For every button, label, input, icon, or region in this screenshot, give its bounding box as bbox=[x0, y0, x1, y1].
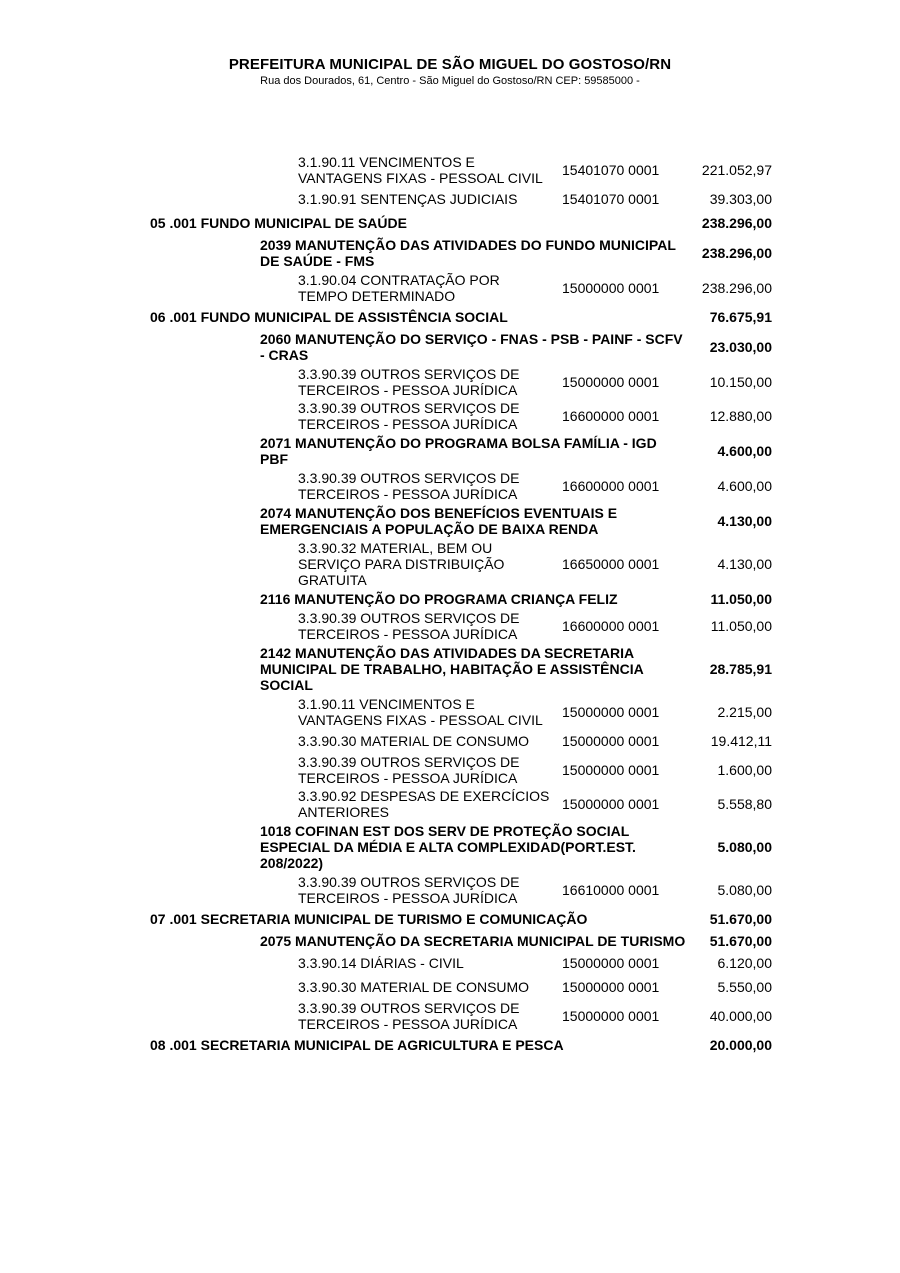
source-code: 15000000 0001 bbox=[562, 762, 660, 778]
project-title: 2116 MANUTENÇÃO DO PROGRAMA CRIANÇA FELIZ bbox=[260, 591, 618, 607]
amount-value: 5.558,80 bbox=[717, 796, 772, 812]
expense-row bbox=[148, 271, 774, 305]
amount-value: 238.296,00 bbox=[701, 215, 772, 231]
project-title: 1018 COFINAN EST DOS SERV DE PROTEÇÃO SOCIAL ESPECIAL DA MÉDIA E ALTA COMPLEXIDAD(PORT.EST. 208/2022) bbox=[260, 823, 636, 871]
source-code: 16600000 0001 bbox=[562, 408, 660, 424]
expense-row bbox=[148, 365, 774, 399]
budget-table bbox=[148, 153, 774, 1057]
expense-row bbox=[148, 787, 774, 821]
source-code: 16610000 0001 bbox=[562, 882, 660, 898]
amount-value: 221.052,97 bbox=[701, 162, 772, 178]
project-row bbox=[148, 329, 774, 365]
expense-row bbox=[148, 873, 774, 907]
source-code: 16650000 0001 bbox=[562, 556, 660, 572]
amount-value: 11.050,00 bbox=[710, 618, 772, 634]
amount-value: 1.600,00 bbox=[717, 762, 772, 778]
source-code: 15000000 0001 bbox=[562, 955, 660, 971]
expense-row bbox=[148, 999, 774, 1033]
amount-value: 19.412,11 bbox=[710, 733, 772, 749]
expense-row bbox=[148, 469, 774, 503]
source-code: 15000000 0001 bbox=[562, 1008, 660, 1024]
amount-value: 238.296,00 bbox=[701, 245, 772, 261]
source-code: 15401070 0001 bbox=[562, 191, 660, 207]
source-code: 15000000 0001 bbox=[562, 796, 660, 812]
amount-value: 76.675,91 bbox=[709, 309, 772, 325]
expense-description: 3.3.90.39 OUTROS SERVIÇOS DE TERCEIROS - PESSOA JURÍDICA bbox=[298, 366, 520, 398]
project-row bbox=[148, 643, 774, 695]
source-code: 15000000 0001 bbox=[562, 704, 660, 720]
unit-row bbox=[148, 305, 774, 329]
amount-value: 5.080,00 bbox=[717, 839, 772, 855]
expense-description: 3.3.90.30 MATERIAL DE CONSUMO bbox=[298, 979, 530, 995]
amount-value: 39.303,00 bbox=[709, 191, 772, 207]
expense-description: 3.1.90.11 VENCIMENTOS E VANTAGENS FIXAS - PESSOAL CIVIL bbox=[298, 154, 543, 186]
expense-description: 3.3.90.39 OUTROS SERVIÇOS DE TERCEIROS - PESSOA JURÍDICA bbox=[298, 400, 520, 432]
amount-value: 51.670,00 bbox=[709, 911, 772, 927]
project-title: 2071 MANUTENÇÃO DO PROGRAMA BOLSA FAMÍLIA - IGD PBF bbox=[260, 435, 657, 467]
expense-description: 3.3.90.14 DIÁRIAS - CIVIL bbox=[298, 955, 464, 971]
expense-description: 3.1.90.11 VENCIMENTOS E VANTAGENS FIXAS - PESSOAL CIVIL bbox=[298, 696, 543, 728]
project-row bbox=[148, 235, 774, 271]
expense-row bbox=[148, 951, 774, 975]
amount-value: 23.030,00 bbox=[709, 339, 772, 355]
unit-title: 07 .001 SECRETARIA MUNICIPAL DE TURISMO E COMUNICAÇÃO bbox=[150, 911, 588, 927]
expense-description: 3.3.90.39 OUTROS SERVIÇOS DE TERCEIROS - PESSOA JURÍDICA bbox=[298, 610, 520, 642]
expense-description: 3.1.90.04 CONTRATAÇÃO POR TEMPO DETERMINADO bbox=[298, 272, 500, 304]
amount-value: 40.000,00 bbox=[709, 1008, 772, 1024]
unit-row bbox=[148, 211, 774, 235]
project-row bbox=[148, 503, 774, 539]
expense-row bbox=[148, 729, 774, 753]
source-code: 16600000 0001 bbox=[562, 478, 660, 494]
source-code: 16600000 0001 bbox=[562, 618, 660, 634]
project-title: 2060 MANUTENÇÃO DO SERVIÇO - FNAS - PSB - PAINF - SCFV - CRAS bbox=[260, 331, 683, 363]
project-row bbox=[148, 589, 774, 609]
address-line: Rua dos Dourados, 61, Centro - São Miguel do Gostoso/RN CEP: 59585000 - bbox=[260, 75, 640, 87]
project-title: 2074 MANUTENÇÃO DOS BENEFÍCIOS EVENTUAIS E EMERGENCIAIS A POPULAÇÃO DE BAIXA RENDA bbox=[260, 505, 618, 537]
expense-description: 3.3.90.39 OUTROS SERVIÇOS DE TERCEIROS - PESSOA JURÍDICA bbox=[298, 874, 520, 906]
amount-value: 238.296,00 bbox=[701, 280, 772, 296]
page-title: PREFEITURA MUNICIPAL DE SÃO MIGUEL DO GOSTOSO/RN bbox=[228, 56, 672, 73]
amount-value: 11.050,00 bbox=[710, 591, 772, 607]
project-row bbox=[148, 931, 774, 951]
expense-row bbox=[148, 153, 774, 187]
amount-value: 5.080,00 bbox=[717, 882, 772, 898]
expense-row bbox=[148, 399, 774, 433]
amount-value: 12.880,00 bbox=[709, 408, 772, 424]
amount-value: 4.600,00 bbox=[717, 443, 772, 459]
expense-row bbox=[148, 609, 774, 643]
project-title: 2075 MANUTENÇÃO DA SECRETARIA MUNICIPAL DE TURISMO bbox=[260, 933, 686, 949]
amount-value: 6.120,00 bbox=[717, 955, 772, 971]
unit-row bbox=[148, 1033, 774, 1057]
amount-value: 4.130,00 bbox=[717, 513, 772, 529]
expense-description: 3.3.90.39 OUTROS SERVIÇOS DE TERCEIROS - PESSOA JURÍDICA bbox=[298, 754, 520, 786]
source-code: 15401070 0001 bbox=[562, 162, 660, 178]
expense-description: 3.3.90.30 MATERIAL DE CONSUMO bbox=[298, 733, 530, 749]
unit-row bbox=[148, 907, 774, 931]
source-code: 15000000 0001 bbox=[562, 280, 660, 296]
amount-value: 20.000,00 bbox=[709, 1037, 772, 1053]
amount-value: 2.215,00 bbox=[717, 704, 772, 720]
expense-row bbox=[148, 539, 774, 589]
expense-description: 3.3.90.92 DESPESAS DE EXERCÍCIOS ANTERIORES bbox=[298, 788, 550, 820]
expense-description: 3.3.90.39 OUTROS SERVIÇOS DE TERCEIROS - PESSOA JURÍDICA bbox=[298, 1000, 520, 1032]
expense-row bbox=[148, 753, 774, 787]
unit-title: 05 .001 FUNDO MUNICIPAL DE SAÚDE bbox=[150, 215, 407, 231]
amount-value: 28.785,91 bbox=[709, 661, 772, 677]
amount-value: 10.150,00 bbox=[709, 374, 772, 390]
amount-value: 4.130,00 bbox=[717, 556, 772, 572]
project-row bbox=[148, 433, 774, 469]
amount-value: 51.670,00 bbox=[709, 933, 772, 949]
source-code: 15000000 0001 bbox=[562, 979, 660, 995]
expense-row bbox=[148, 975, 774, 999]
project-title: 2142 MANUTENÇÃO DAS ATIVIDADES DA SECRETARIA MUNICIPAL DE TRABALHO, HABITAÇÃO E ASSISTÊNCIA SOCIAL bbox=[260, 645, 644, 693]
source-code: 15000000 0001 bbox=[562, 374, 660, 390]
unit-title: 06 .001 FUNDO MUNICIPAL DE ASSISTÊNCIA SOCIAL bbox=[150, 309, 508, 325]
expense-description: 3.1.90.91 SENTENÇAS JUDICIAIS bbox=[298, 191, 518, 207]
expense-row bbox=[148, 187, 774, 211]
project-row bbox=[148, 821, 774, 873]
source-code: 15000000 0001 bbox=[562, 733, 660, 749]
unit-title: 08 .001 SECRETARIA MUNICIPAL DE AGRICULTURA E PESCA bbox=[150, 1037, 564, 1053]
expense-description: 3.3.90.32 MATERIAL, BEM OU SERVIÇO PARA DISTRIBUIÇÃO GRATUITA bbox=[298, 540, 505, 588]
expense-description: 3.3.90.39 OUTROS SERVIÇOS DE TERCEIROS - PESSOA JURÍDICA bbox=[298, 470, 520, 502]
project-title: 2039 MANUTENÇÃO DAS ATIVIDADES DO FUNDO MUNICIPAL DE SAÚDE - FMS bbox=[260, 237, 676, 269]
document-header bbox=[0, 56, 900, 87]
expense-row bbox=[148, 695, 774, 729]
amount-value: 4.600,00 bbox=[717, 478, 772, 494]
amount-value: 5.550,00 bbox=[717, 979, 772, 995]
